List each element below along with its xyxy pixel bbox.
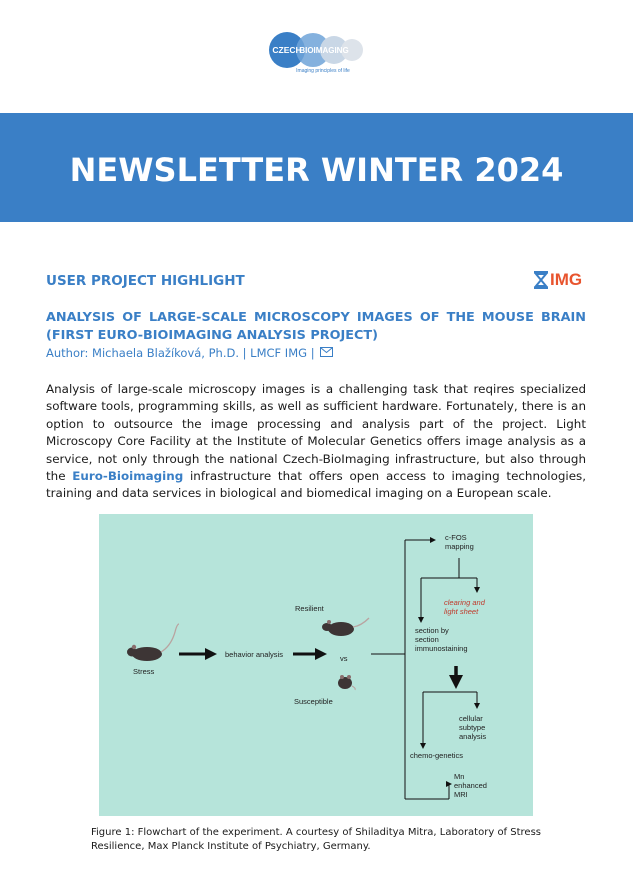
body-text-part1: Analysis of large-scale microscopy images is a challenging task that reqires specialized software tools, programming skills, as well as sufficient hardware. Fortunately, there is an option to outsource the image processing and analysis part of the project. Light Microscopy Core Facility at the Institute of Molecular Genetics offers image analysis as a service, not only through the national Czech-BioImaging infrastructure, but also through the	[46, 382, 586, 484]
euro-bioimaging-link[interactable]: Euro-Bioimaging	[72, 469, 184, 484]
body-text-part2: infrastructure that offers open access to imaging technologies, training and data services in biological and biomedical imaging on a European scale.	[46, 469, 586, 501]
experiment-flowchart	[99, 514, 533, 816]
label-resilient: Resilient	[295, 604, 324, 613]
logo-word-bioimaging: BIOIMAGING	[299, 46, 349, 55]
label-behavior-analysis: behavior analysis	[225, 650, 283, 659]
label-vs: vs	[340, 654, 348, 663]
page-title: NEWSLETTER WINTER 2024	[69, 151, 564, 189]
img-partner-logo	[533, 270, 589, 290]
czech-bioimaging-logo	[268, 30, 378, 80]
label-susceptible: Susceptible	[294, 697, 333, 706]
author-text: Author: Michaela Blažíková, Ph.D. | LMCF IMG |	[46, 346, 315, 360]
logo-word-czech: CZECH	[272, 45, 302, 55]
label-clearing-light-sheet: clearing and light sheet	[444, 598, 485, 616]
label-mn-mri: Mn enhanced MRI	[454, 772, 487, 799]
label-chemo-genetics: chemo-genetics	[410, 751, 463, 760]
label-cellular-subtype: cellular subtype analysis	[459, 714, 487, 741]
author-line	[46, 346, 333, 360]
logo-graphic	[268, 30, 378, 70]
mail-icon[interactable]	[320, 347, 333, 357]
hourglass-icon	[533, 270, 549, 290]
logo-tagline: Imaging principles of life	[296, 68, 350, 74]
label-stress: Stress	[133, 667, 155, 676]
resilient-mouse-icon	[322, 618, 369, 636]
label-section-immunostaining: section by section immunostaining	[415, 626, 468, 653]
newsletter-banner	[0, 113, 633, 222]
label-cfos-mapping: c-FOS mapping	[445, 533, 474, 551]
stress-mouse-icon	[127, 624, 179, 661]
article-body	[46, 381, 586, 503]
figure-caption: Figure 1: Flowchart of the experiment. A courtesy of Shiladitya Mitra, Laboratory of Stress Resilience, Max Planck Institute of Psychiatry, Germany.	[91, 827, 541, 852]
section-title: USER PROJECT HIGHLIGHT	[46, 273, 245, 289]
flowchart-graphic	[99, 514, 533, 816]
img-logo-text: IMG	[550, 270, 583, 289]
susceptible-mouse-icon	[338, 675, 355, 690]
article-title: ANALYSIS OF LARGE-SCALE MICROSCOPY IMAGES OF THE MOUSE BRAIN (FIRST EURO-BIOIMAGING ANALYSIS PROJECT)	[46, 310, 586, 343]
